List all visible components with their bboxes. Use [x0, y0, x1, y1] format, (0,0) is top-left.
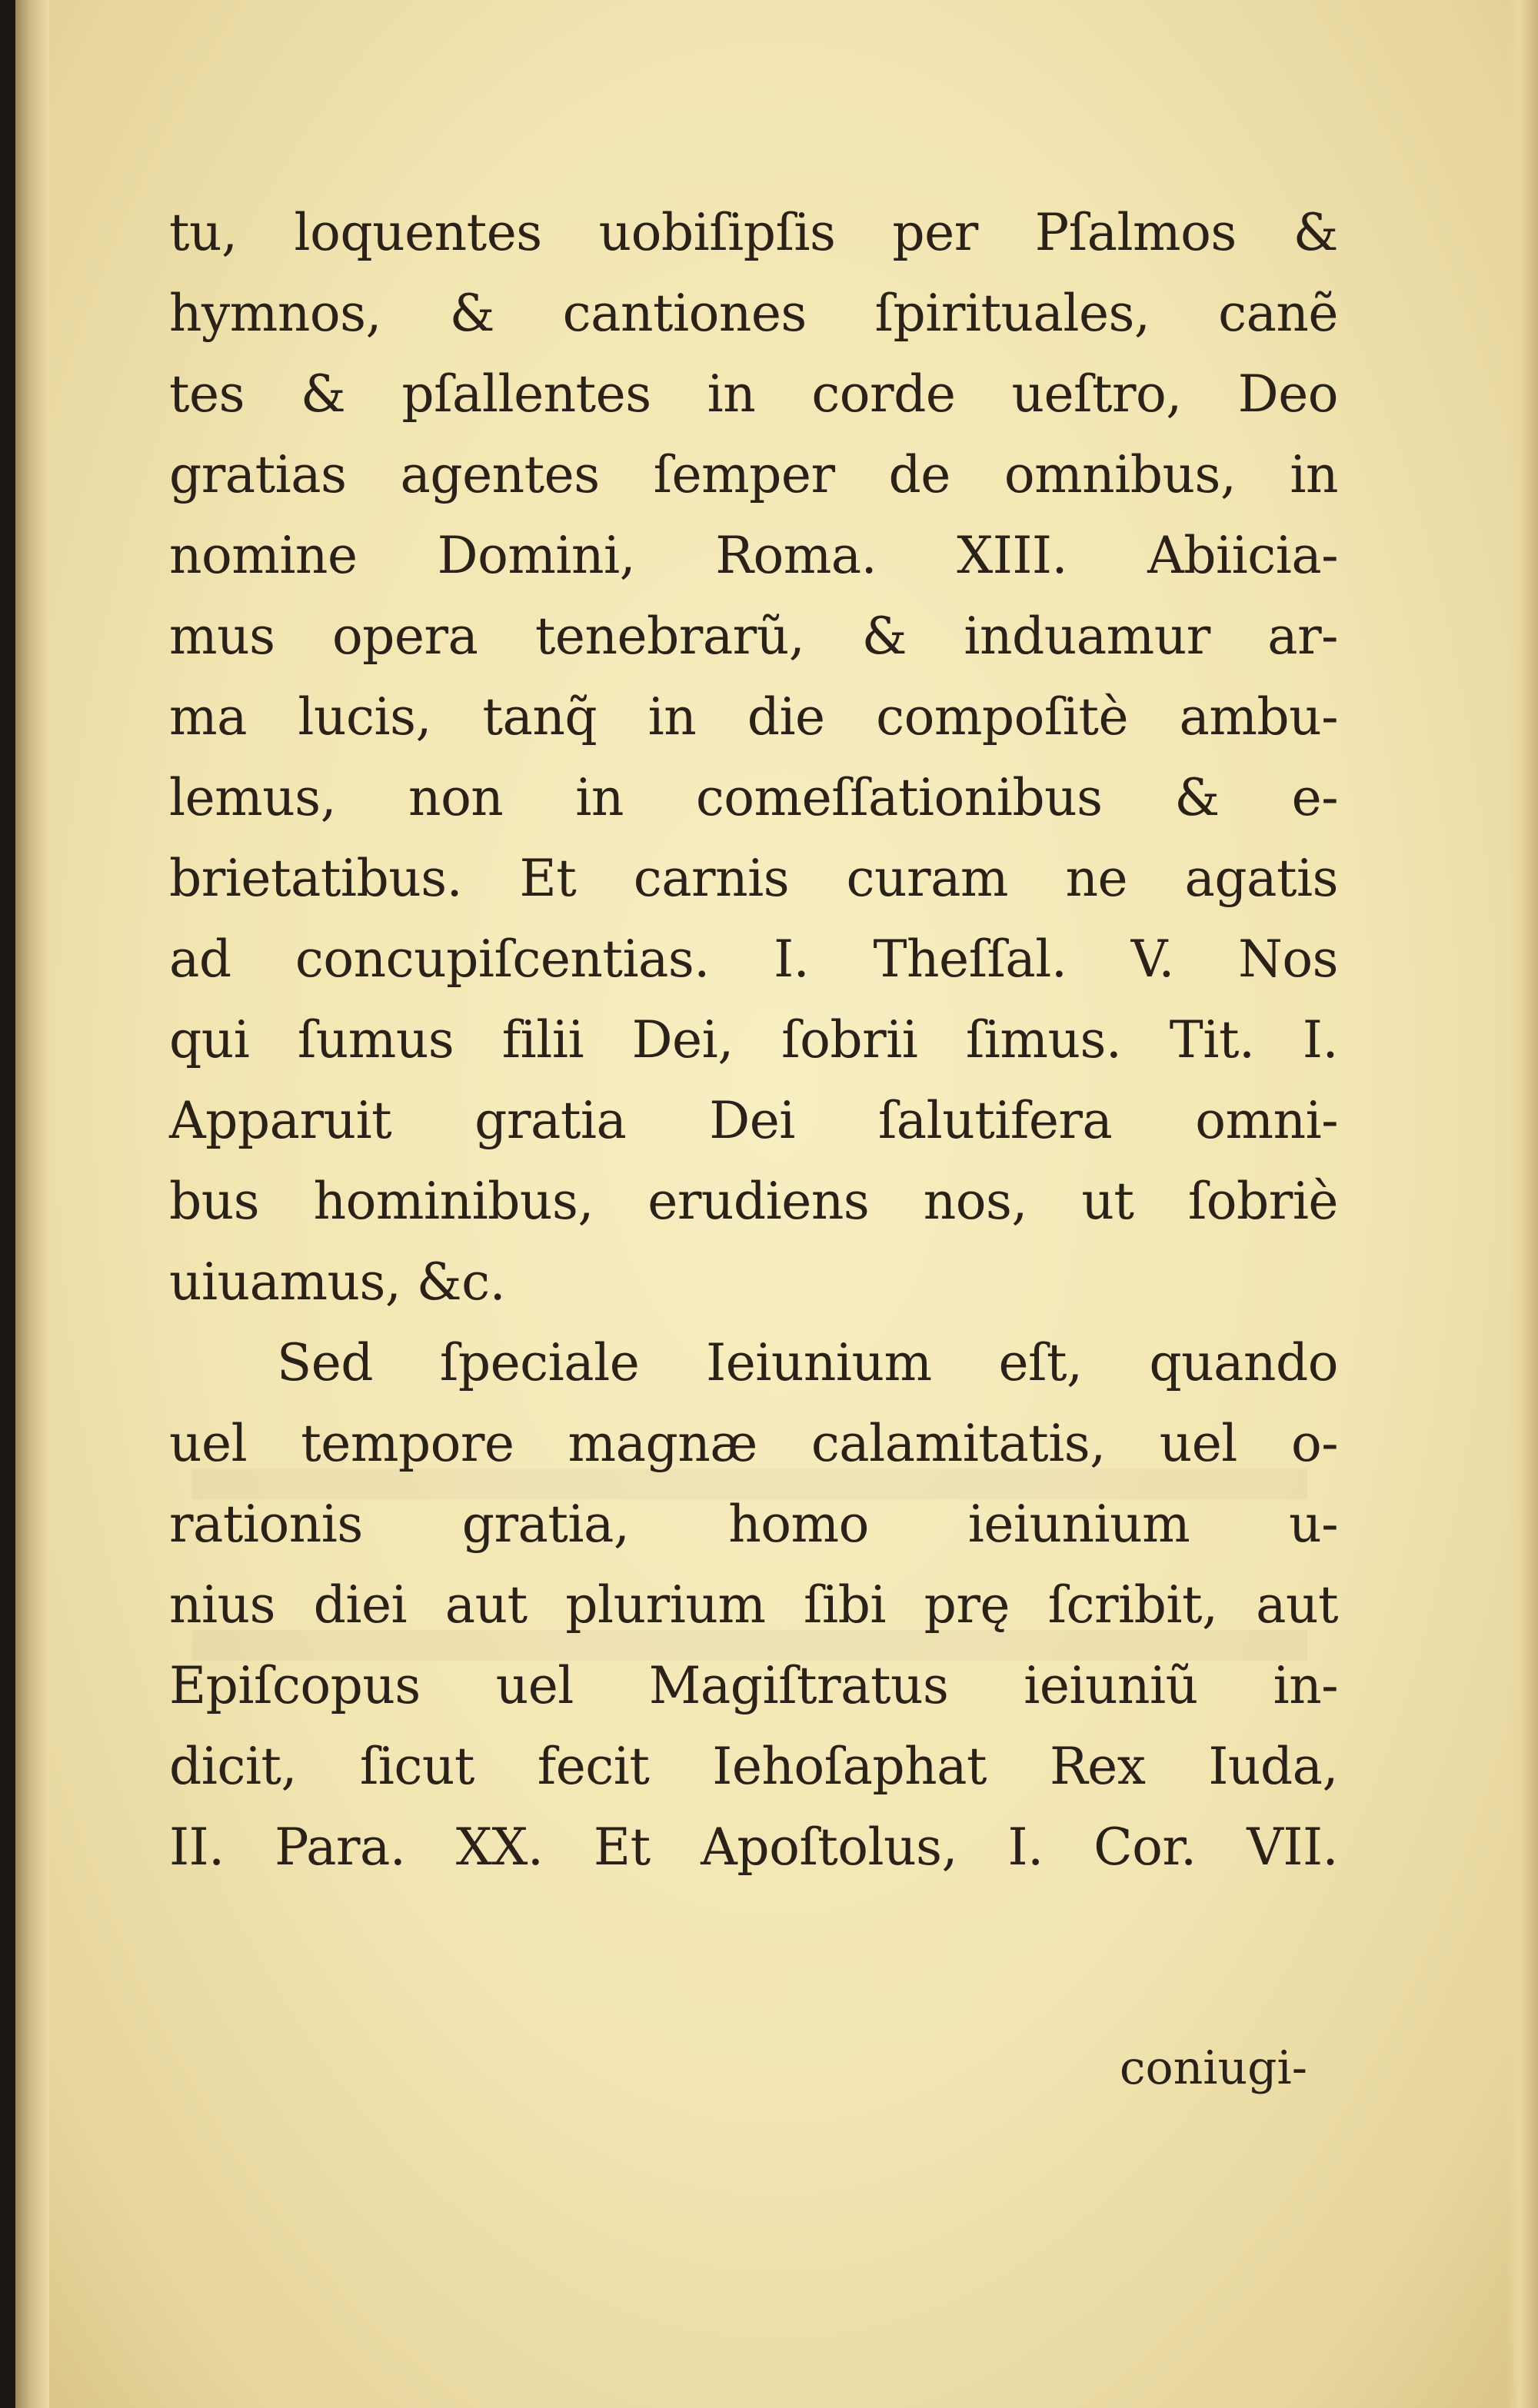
text-line: dicit, ſicut fecit Iehoſaphat Rex Iuda,	[169, 1737, 1338, 1796]
text-line: gratias agentes ſemper de omnibus, in	[169, 445, 1338, 504]
text-line: hymnos, & cantiones ſpirituales, canẽ	[169, 284, 1338, 343]
text-line: Apparuit gratia Dei ſalutifera omni-	[169, 1091, 1338, 1150]
text-line: uel tempore magnæ calamitatis, uel o-	[169, 1414, 1338, 1473]
page-gutter	[15, 0, 49, 2408]
text-line: nius diei aut plurium ſibi prę ſcribit, aut	[169, 1575, 1338, 1635]
text-line: II. Para. XX. Et Apoſtolus, I. Cor. VII.	[169, 1818, 1338, 1877]
text-line: tes & pſallentes in corde ueſtro, Deo	[169, 364, 1338, 424]
text-line: uiuamus, &c.	[169, 1252, 506, 1312]
text-line: ad concupiſcentias. I. Theſſal. V. Nos	[169, 930, 1338, 989]
text-line: Epiſcopus uel Magiſtratus ieiuniũ in-	[169, 1656, 1338, 1715]
text-line: mus opera tenebrarũ, & induamur ar-	[169, 607, 1338, 666]
text-line: tu, loquentes uobiſipſis per Pſalmos &	[169, 203, 1338, 262]
paragraph-start-line: Sed ſpeciale Ieiunium eſt, quando	[277, 1333, 1338, 1392]
text-block	[169, 192, 1338, 1887]
text-line: nomine Domini, Roma. XIII. Abiicia-	[169, 526, 1338, 585]
text-line: qui ſumus filii Dei, ſobrii ſimus. Tit. I.	[169, 1010, 1338, 1069]
text-line: lemus, non in comeſſationibus & e-	[169, 768, 1338, 827]
page-outer-edge	[1507, 0, 1538, 2408]
text-line: brietatibus. Et carnis curam ne agatis	[169, 849, 1338, 908]
catchword: coniugi-	[1119, 2041, 1307, 2095]
text-line: rationis gratia, homo ieiunium u-	[169, 1495, 1338, 1554]
text-line: bus hominibus, erudiens nos, ut ſobriè	[169, 1172, 1338, 1231]
book-page	[15, 0, 1538, 2408]
text-line: ma lucis, tanq̃ in die compoſitè ambu-	[169, 687, 1338, 747]
